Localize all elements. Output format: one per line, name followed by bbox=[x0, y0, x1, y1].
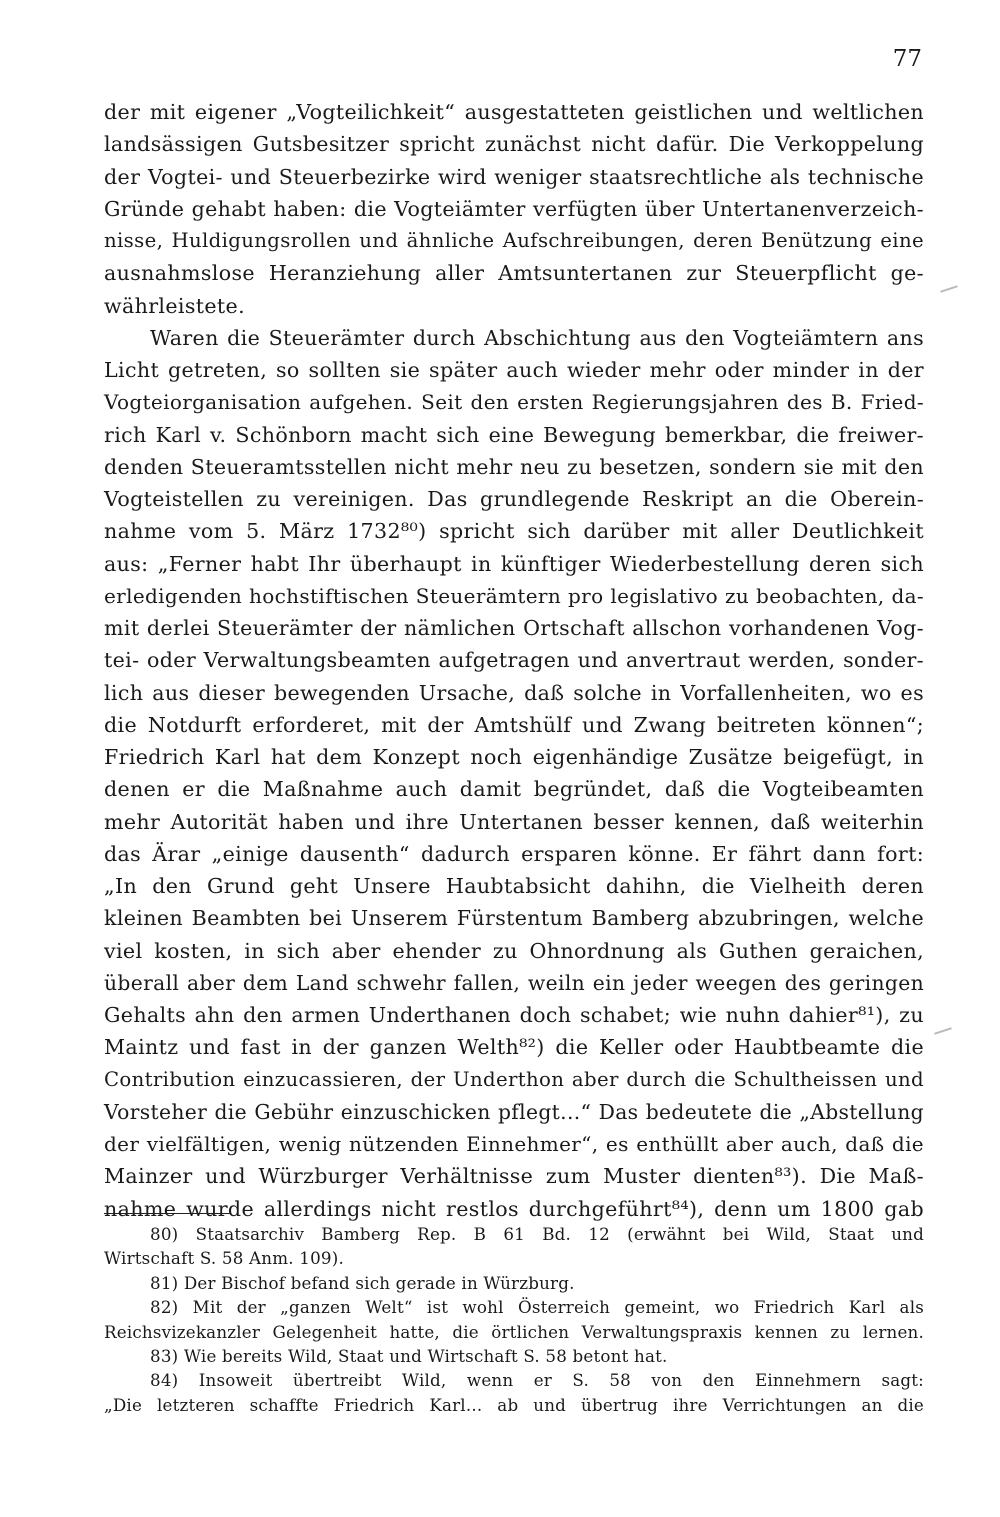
footnote-line: Wirtschaft S. 58 Anm. 109). bbox=[104, 1248, 344, 1269]
body-line: Mainzer und Würzburger Verhältnisse zum Muster dienten⁸³). Die Maß- bbox=[104, 1164, 924, 1189]
body-line: nahme wurde allerdings nicht restlos durchgeführt⁸⁴), denn um 1800 gab bbox=[104, 1196, 924, 1221]
body-line: Vogteistellen zu vereinigen. Das grundlegende Reskript an die Oberein- bbox=[104, 487, 924, 511]
body-line: das Ärar „einige dausenth“ dadurch ersparen könne. Er fährt dann fort: bbox=[104, 841, 924, 866]
body-line: der vielfältigen, wenig nützenden Einnehmer“, es enthüllt aber auch, daß die bbox=[104, 1132, 924, 1156]
body-line: Contribution einzucassieren, der Underthon aber durch die Schultheissen und bbox=[104, 1067, 924, 1091]
footnote-line: „Die letzteren schaffte Friedrich Karl... ab und übertrug ihre Verrichtungen an die bbox=[104, 1394, 924, 1415]
body-line: Gründe gehabt haben: die Vogteiämter verfügten über Untertanenverzeich- bbox=[104, 196, 924, 221]
body-line: nisse, Huldigungsrollen und ähnliche Aufschreibungen, deren Benützung eine bbox=[104, 229, 924, 252]
body-line: tei- oder Verwaltungsbeamten aufgetragen und anvertraut werden, sonder- bbox=[104, 648, 924, 673]
body-line: denden Steueramtsstellen nicht mehr neu zu besetzen, sondern sie mit den bbox=[104, 454, 924, 479]
footnote-line: 83) Wie bereits Wild, Staat und Wirtschaft S. 58 betont hat. bbox=[150, 1345, 668, 1366]
footnote-line: 84) Insoweit übertreibt Wild, wenn er S. 58 von den Einnehmern sagt: bbox=[150, 1370, 924, 1391]
body-line: landsässigen Gutsbesitzer spricht zunächst nicht dafür. Die Verkoppelung bbox=[104, 132, 924, 157]
body-line: überall aber dem Land schwehr fallen, weiln ein jeder weegen des geringen bbox=[104, 970, 924, 995]
footnote-line: Reichsvizekanzler Gelegenheit hatte, die örtlichen Verwaltungspraxis kennen zu lernen. bbox=[104, 1321, 924, 1342]
body-line: der Vogtei- und Steuerbezirke wird weniger staatsrechtliche als technische bbox=[104, 164, 924, 189]
body-line: Vogteiorganisation aufgehen. Seit den ersten Regierungsjahren des B. Fried- bbox=[104, 390, 924, 415]
body-line: währleistete. bbox=[104, 293, 245, 318]
body-line: erledigenden hochstiftischen Steuerämtern pro legislativo zu beobachten, da- bbox=[104, 583, 924, 608]
body-text bbox=[104, 96, 924, 1225]
body-line: Waren die Steuerämter durch Abschichtung aus den Vogteiämtern ans bbox=[150, 325, 924, 350]
body-line: denen er die Maßnahme auch damit begründet, daß die Vogteibeamten bbox=[104, 777, 924, 802]
body-line: Friedrich Karl hat dem Konzept noch eigenhändige Zusätze beigefügt, in bbox=[104, 745, 924, 769]
body-line: Licht getreten, so sollten sie später auch wieder mehr oder minder in der bbox=[104, 358, 924, 382]
page-number: 77 bbox=[892, 46, 922, 72]
body-line: „In den Grund geht Unsere Haubtabsicht dahihn, die Vielheith deren bbox=[104, 874, 924, 898]
body-line: Vorsteher die Gebühr einzuschicken pflegt...“ Das bedeutete die „Abstellung bbox=[104, 1099, 924, 1124]
footnote-line: 81) Der Bischof befand sich gerade in Würzburg. bbox=[150, 1272, 575, 1293]
body-line: der mit eigener „Vogteilichkeit“ ausgestatteten geistlichen und weltlichen bbox=[104, 100, 924, 124]
body-line: mit derlei Steuerämter der nämlichen Ortschaft allschon vorhandenen Vog- bbox=[104, 616, 924, 640]
footnote-line: 82) Mit der „ganzen Welt“ ist wohl Österreich gemeint, wo Friedrich Karl als bbox=[150, 1297, 924, 1318]
body-line: lich aus dieser bewegenden Ursache, daß solche in Vorfallenheiten, wo es bbox=[104, 680, 924, 705]
margin-pencil-mark bbox=[940, 285, 958, 292]
body-line: kleinen Beambten bei Unserem Fürstentum Bamberg abzubringen, welche bbox=[104, 906, 924, 931]
footnote-line: 80) Staatsarchiv Bamberg Rep. B 61 Bd. 12 (erwähnt bei Wild, Staat und bbox=[150, 1224, 924, 1244]
margin-pencil-mark bbox=[934, 1027, 952, 1034]
body-line: nahme vom 5. März 1732⁸⁰) spricht sich darüber mit aller Deutlichkeit bbox=[104, 519, 924, 544]
body-line: ausnahmslose Heranziehung aller Amtsuntertanen zur Steuerpflicht ge- bbox=[104, 261, 924, 286]
footnotes bbox=[104, 1222, 924, 1417]
footnote-separator bbox=[104, 1213, 230, 1214]
body-line: rich Karl v. Schönborn macht sich eine Bewegung bemerkbar, die freiwer- bbox=[104, 422, 924, 447]
body-line: aus: „Ferner habt Ihr überhaupt in künftiger Wiederbestellung deren sich bbox=[104, 551, 924, 576]
body-line: Gehalts ahn den armen Underthanen doch schabet; wie nuhn dahier⁸¹), zu bbox=[104, 1003, 924, 1027]
body-line: Maintz und fast in der ganzen Welth⁸²) die Keller oder Haubtbeamte die bbox=[104, 1035, 924, 1060]
body-line: viel kosten, in sich aber ehender zu Ohnordnung als Guthen geraichen, bbox=[104, 938, 924, 963]
body-line: mehr Autorität haben und ihre Untertanen besser kennen, daß weiterhin bbox=[104, 809, 924, 834]
body-line: die Notdurft erforderet, mit der Amtshülf und Zwang beitreten können“; bbox=[104, 712, 924, 737]
